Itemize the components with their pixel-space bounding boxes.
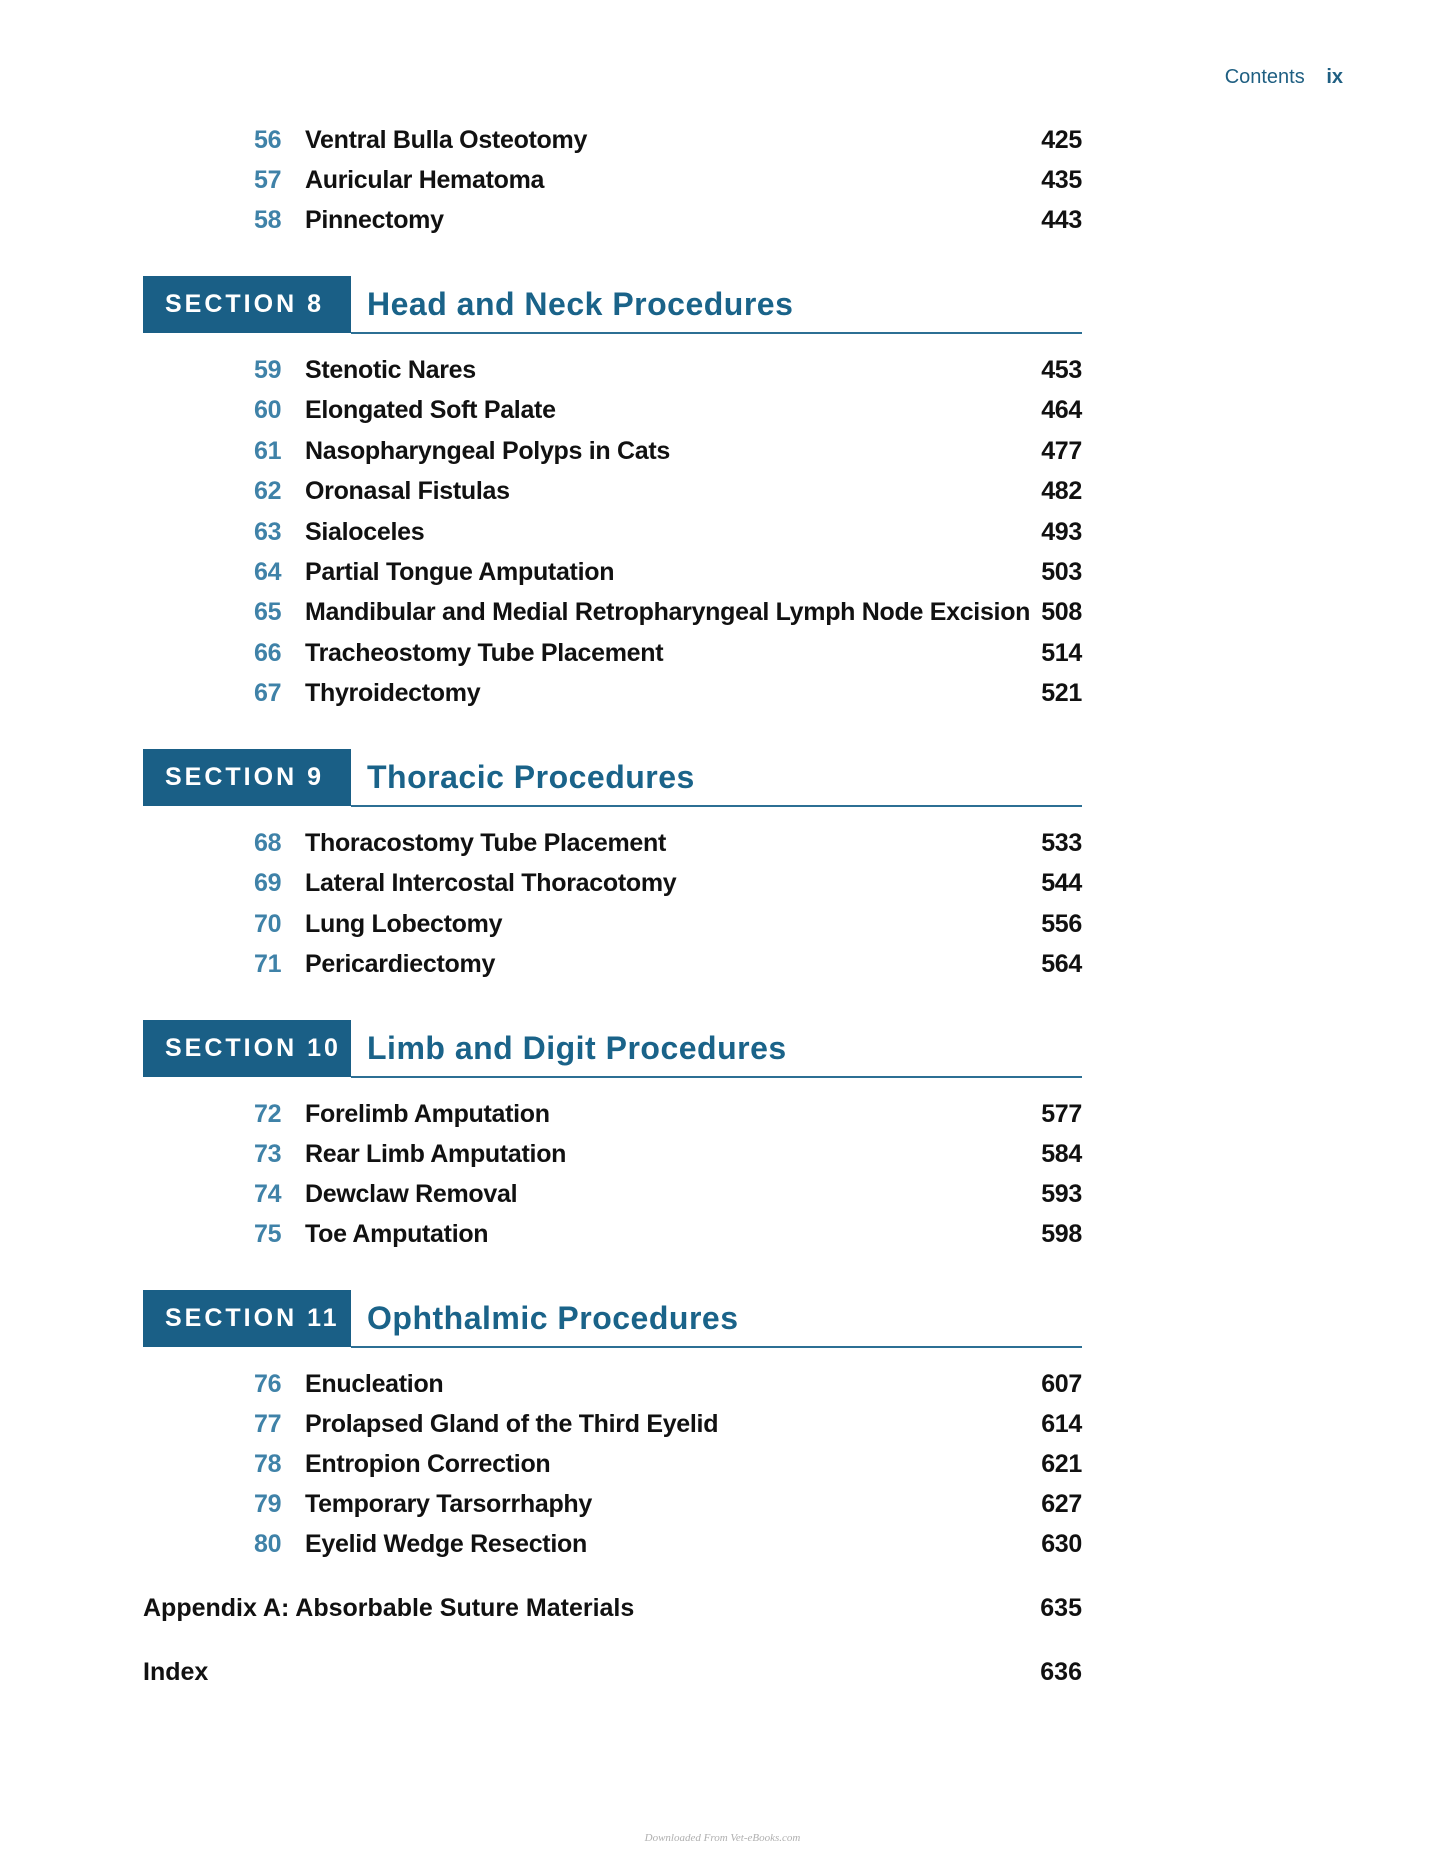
page-number: 584 <box>1041 1140 1082 1168</box>
toc-entry[interactable] <box>143 200 1082 240</box>
chapter-title: Dewclaw Removal <box>305 1180 518 1208</box>
chapter-number: 62 <box>254 477 282 505</box>
section-header-11[interactable] <box>143 1290 1082 1348</box>
section-rule <box>351 1076 1082 1078</box>
toc-entry[interactable] <box>143 823 1082 863</box>
chapter-number: 77 <box>254 1410 282 1438</box>
chapter-title: Tracheostomy Tube Placement <box>305 639 664 667</box>
section-rule <box>351 332 1082 334</box>
toc-entry[interactable] <box>143 592 1082 632</box>
page-number: 443 <box>1041 206 1082 234</box>
page-number: 544 <box>1041 869 1082 897</box>
chapter-number: 78 <box>254 1450 282 1478</box>
chapter-number: 80 <box>254 1530 282 1558</box>
chapter-number: 68 <box>254 829 282 857</box>
page-number: 627 <box>1041 1490 1082 1518</box>
toc-entry[interactable] <box>143 863 1082 903</box>
page-number: 636 <box>1040 1658 1082 1686</box>
chapter-number: 73 <box>254 1140 282 1168</box>
chapter-title: Elongated Soft Palate <box>305 396 556 424</box>
toc-entry[interactable] <box>143 1524 1082 1564</box>
chapter-number: 70 <box>254 910 282 938</box>
chapter-number: 69 <box>254 869 282 897</box>
chapter-number: 71 <box>254 950 282 978</box>
section-title: Ophthalmic Procedures <box>367 1300 739 1336</box>
toc-index-entry[interactable] <box>143 1652 1082 1692</box>
chapter-number: 67 <box>254 679 282 707</box>
page-number: 630 <box>1041 1530 1082 1558</box>
page-number: 533 <box>1041 829 1082 857</box>
running-head-label: Contents <box>1224 66 1305 88</box>
chapter-number: 58 <box>254 206 282 234</box>
page-number: 577 <box>1041 1100 1082 1128</box>
chapter-number: 57 <box>254 166 282 194</box>
page-number: 493 <box>1041 518 1082 546</box>
section-header-8[interactable] <box>143 276 1082 334</box>
section-label: SECTION 8 <box>143 276 351 333</box>
section-title: Thoracic Procedures <box>367 759 695 795</box>
page-number: 453 <box>1041 356 1082 384</box>
chapter-title: Lateral Intercostal Thoracotomy <box>305 869 677 897</box>
chapter-title: Thyroidectomy <box>305 679 481 707</box>
page-number: 435 <box>1041 166 1082 194</box>
section-label: SECTION 11 <box>143 1290 351 1347</box>
section-rule <box>351 1346 1082 1348</box>
chapter-title: Pinnectomy <box>305 206 444 234</box>
chapter-title: Auricular Hematoma <box>305 166 545 194</box>
section-label: SECTION 9 <box>143 749 351 806</box>
chapter-number: 76 <box>254 1370 282 1398</box>
page-number: 598 <box>1041 1220 1082 1248</box>
section-title: Limb and Digit Procedures <box>367 1030 787 1066</box>
toc-entry[interactable] <box>143 350 1082 390</box>
toc-entry[interactable] <box>143 1134 1082 1174</box>
chapter-number: 60 <box>254 396 282 424</box>
toc-entry[interactable] <box>143 160 1082 200</box>
section-rule <box>351 805 1082 807</box>
toc-entry[interactable] <box>143 904 1082 944</box>
chapter-title: Sialoceles <box>305 518 425 546</box>
toc-entry[interactable] <box>143 120 1082 160</box>
page-number: 593 <box>1041 1180 1082 1208</box>
page-number: 556 <box>1041 910 1082 938</box>
toc-entry[interactable] <box>143 471 1082 511</box>
section-label: SECTION 10 <box>143 1020 351 1077</box>
running-head-page-number: ix <box>1326 66 1343 88</box>
download-footer: Downloaded From Vet-eBooks.com <box>644 1832 801 1844</box>
chapter-title: Rear Limb Amputation <box>305 1140 567 1168</box>
page-number: 508 <box>1041 598 1082 626</box>
toc-entry[interactable] <box>143 512 1082 552</box>
toc-appendix-entry[interactable] <box>143 1588 1082 1628</box>
page-number: 635 <box>1040 1594 1082 1622</box>
chapter-number: 63 <box>254 518 282 546</box>
toc-entry[interactable] <box>143 944 1082 984</box>
toc-entry[interactable] <box>143 1214 1082 1254</box>
chapter-number: 66 <box>254 639 282 667</box>
chapter-number: 56 <box>254 126 282 154</box>
chapter-title: Toe Amputation <box>305 1220 489 1248</box>
chapter-title: Lung Lobectomy <box>305 910 503 938</box>
page-number: 514 <box>1041 639 1082 667</box>
appendix-title: Appendix A: Absorbable Suture Materials <box>143 1594 635 1622</box>
running-head <box>1225 66 1343 89</box>
chapter-title: Enucleation <box>305 1370 444 1398</box>
section-title: Head and Neck Procedures <box>367 286 794 322</box>
page-number: 503 <box>1041 558 1082 586</box>
toc-entry[interactable] <box>143 673 1082 713</box>
chapter-number: 65 <box>254 598 282 626</box>
chapter-title: Forelimb Amputation <box>305 1100 550 1128</box>
chapter-number: 79 <box>254 1490 282 1518</box>
toc-entry[interactable] <box>143 1484 1082 1524</box>
toc-entry[interactable] <box>143 1094 1082 1134</box>
page-number: 464 <box>1041 396 1082 424</box>
toc-entry[interactable] <box>143 431 1082 471</box>
chapter-number: 72 <box>254 1100 282 1128</box>
toc-entry[interactable] <box>143 552 1082 592</box>
page-number: 477 <box>1041 437 1082 465</box>
chapter-title: Prolapsed Gland of the Third Eyelid <box>305 1410 719 1438</box>
chapter-number: 64 <box>254 558 282 586</box>
toc-entry[interactable] <box>143 1404 1082 1444</box>
page-number: 425 <box>1041 126 1082 154</box>
chapter-number: 59 <box>254 356 282 384</box>
page-number: 482 <box>1041 477 1082 505</box>
section-header-9[interactable] <box>143 749 1082 807</box>
page-number: 564 <box>1041 950 1082 978</box>
chapter-title: Mandibular and Medial Retropharyngeal Lymph Node Excision <box>305 598 1031 626</box>
chapter-number: 74 <box>254 1180 282 1208</box>
section-header-10[interactable] <box>143 1020 1082 1078</box>
chapter-title: Stenotic Nares <box>305 356 476 384</box>
chapter-title: Eyelid Wedge Resection <box>305 1530 587 1558</box>
chapter-title: Ventral Bulla Osteotomy <box>305 126 588 154</box>
chapter-title: Entropion Correction <box>305 1450 551 1478</box>
chapter-number: 75 <box>254 1220 282 1248</box>
page-number: 521 <box>1041 679 1082 707</box>
toc-entry[interactable] <box>143 633 1082 673</box>
toc-entry[interactable] <box>143 1444 1082 1484</box>
chapter-title: Pericardiectomy <box>305 950 496 978</box>
index-title: Index <box>143 1658 209 1686</box>
toc-entry[interactable] <box>143 1364 1082 1404</box>
toc-entry[interactable] <box>143 390 1082 430</box>
chapter-title: Thoracostomy Tube Placement <box>305 829 666 857</box>
chapter-title: Nasopharyngeal Polyps in Cats <box>305 437 671 465</box>
toc-entry[interactable] <box>143 1174 1082 1214</box>
chapter-title: Partial Tongue Amputation <box>305 558 615 586</box>
chapter-title: Oronasal Fistulas <box>305 477 510 505</box>
chapter-title: Temporary Tarsorrhaphy <box>305 1490 593 1518</box>
page-number: 614 <box>1041 1410 1082 1438</box>
page-number: 621 <box>1041 1450 1082 1478</box>
page-number: 607 <box>1041 1370 1082 1398</box>
chapter-number: 61 <box>254 437 282 465</box>
